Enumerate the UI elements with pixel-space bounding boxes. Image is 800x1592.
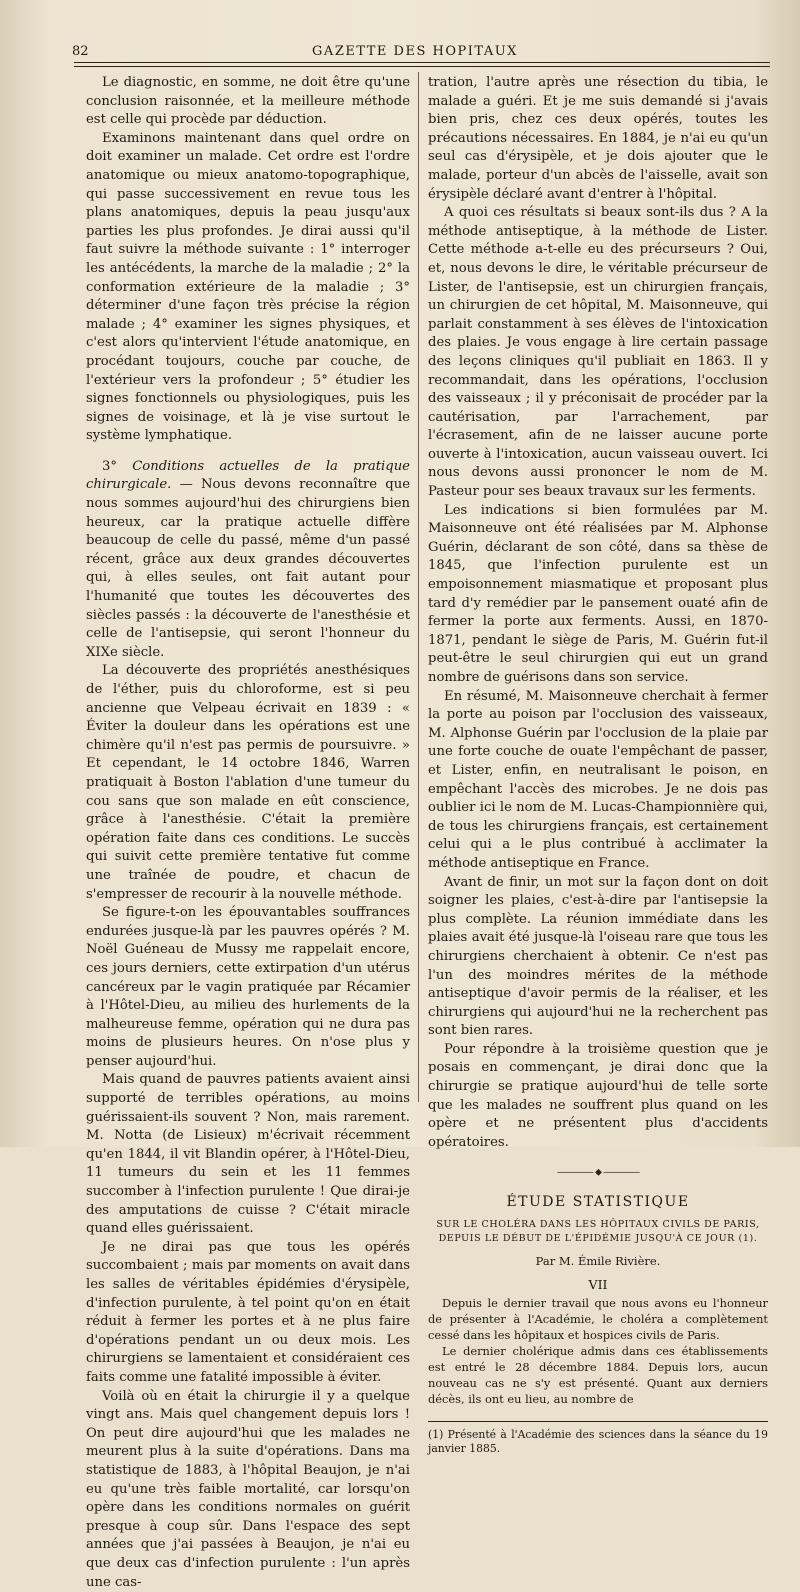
paragraph: Voilà où en était la chirurgie il y a quelque vingt ans. Mais quel changement depuis lors ! On peut dire aujourd'hui que les malades ne meurent plus à la suite d'opérations. Dans ma statistique de 1883, à l'hôpital Beaujon, je n'ai eu qu'une très faible mortalité, car lorsqu'on opère dans les conditions normales on guérit presque à coup sûr. Dans l'espace des sept années que j'ai passées à Beaujon, je n'ai eu que deux cas d'infection purulente : l'un après une cas- bbox=[86, 1388, 410, 1590]
paragraph: A quoi ces résultats si beaux sont-ils dus ? A la méthode antiseptique, à la méthode de Lister. Cette méthode a-t-elle eu des précurseurs ? Oui, et, nous devons le dire, le véritable précurseur de Lister, de l'antisepsie, est un chirurgien français, un chirurgien de cet hôpital, M. Maisonneuve, qui parlait constamment à ses élèves de l'intoxication des plaies. Je vous engage à lire certain passage des leçons cliniques qu'il publiait en 1863. Il y recommandait, dans les opérations, l'occlusion des vaisseaux ; il y préconisait de procéder par la cautérisation, par l'arrachement, par l'écrasement, afin de ne laisser aucune porte ouverte à l'intoxication, aucun vaisseau ouvert. Ici nous devons aussi prononcer le nom de M. Pasteur pour ses beaux travaux sur les ferments. bbox=[428, 205, 768, 500]
page-header bbox=[60, 38, 770, 60]
header-rule bbox=[74, 62, 770, 63]
paragraph: La découverte des propriétés anesthésiques de l'éther, puis du chloroforme, est si peu ancienne que Velpeau écrivait en 1839 : « Éviter la douleur dans les opérations est une chimère qu'il n'est pas permis de poursuivre. » Et cependant, le 14 octobre 1846, Warren pratiquait à Boston l'ablation d'une tumeur du cou sans que son malade en eût conscience, grâce à l'anesthésie. C'était la première opération faite dans ces conditions. Le succès qui suivit cette première tentative fut comme une traînée de poudre, et chacun de s'empresser de recourir à la nouvelle méthode. bbox=[86, 663, 410, 902]
running-title: GAZETTE DES HOPITAUX bbox=[312, 44, 518, 59]
left-column bbox=[86, 74, 410, 1592]
paragraph: Avant de finir, un mot sur la façon dont on doit soigner les plaies, c'est-à-dire par l'antisepsie la plus complète. La réunion immédiate dans les plaies avait été jusque-là l'oiseau rare que tous les chirurgiens cherchaient à obtenir. Ce n'est pas l'un des moindres mérites de la méthode antiseptique d'avoir permis de la réaliser, et les chirurgiens qui aujourd'hui ne la recherchent pas sont bien rares. bbox=[428, 874, 768, 1039]
header-rule-thin bbox=[74, 66, 770, 67]
paragraph: Pour répondre à la troisième question que je posais en commençant, je dirai donc que la chirurgie se pratique aujourd'hui de telle sorte que les malades ne souffrent plus quand on les opère et ne présentent plus d'accidents opératoires. bbox=[428, 1041, 768, 1150]
paragraph: Depuis le dernier travail que nous avons eu l'honneur de présenter à l'Académie, le choléra a complètement cessé dans les hôpitaux et hospices civils de Paris. bbox=[428, 1295, 768, 1342]
paragraph: En résumé, M. Maisonneuve cherchait à fermer la porte au poison par l'occlusion des vaisseaux, M. Alphonse Guérin par l'occlusion de la plaie par une forte couche de ouate l'empêchant de passer, et Lister, enfin, en neutralisant le poison, en empêchant l'accès des microbes. Je ne dois pas oublier ici le nom de M. Lucas-Championnière qui, de tous les chirurgiens français, est certainement celui qui a le plus contribué à acclimater la méthode antiseptique en France. bbox=[428, 688, 768, 871]
article-author: Par M. Émile Rivière. bbox=[535, 1253, 661, 1268]
right-column bbox=[428, 74, 768, 1456]
section-numeral: VII bbox=[588, 1277, 608, 1293]
section-text: — Nous devons reconnaître que nous sommes aujourd'hui des chirurgiens bien heureux, car la pratique actuelle diffère beaucoup de celle du passé, même d'un passé récent, grâce aux deux grandes découvertes qui, à elles seules, ont fait autant pour l'humanité que toutes les découvertes des siècles passés : la découverte de l'anesthésie et celle de l'antisepsie, qui seront l'honneur du XIXe siècle. bbox=[86, 477, 410, 660]
section-title: Conditions actuelles de la pratique chirurgicale. bbox=[86, 458, 410, 493]
paragraph: tration, l'autre après une résection du tibia, le malade a guéri. Et je me suis demandé si j'avais bien pris, chez ces deux opérés, toutes les précautions nécessaires. En 1884, je n'ai eu qu'un seul cas d'érysipèle, et je dois ajouter que le malade, porteur d'un abcès de l'aisselle, avait son érysipèle déclaré avant d'entrer à l'hôpital. bbox=[428, 75, 768, 202]
article-body bbox=[428, 1295, 768, 1407]
paragraph: Le dernier cholérique admis dans ces établissements est entré le 28 décembre 1884. Depuis lors, aucun nouveau cas ne s'y est présenté. Quant aux derniers décès, ils ont eu lieu, au nombre de bbox=[428, 1343, 768, 1406]
paragraph: Mais quand de pauvres patients avaient ainsi supporté de terribles opérations, au moins guérissaient-ils souvent ? Non, mais rarement. M. Notta (de Lisieux) m'écrivait récemment qu'en 1844, il vit Blandin opérer, à l'Hôtel-Dieu, 11 tumeurs du sein et les 11 femmes succomber à l'infection purulente ! Que dirai-je des amputations de cuisse ? C'était miracle quand elles guérissaient. bbox=[86, 1072, 410, 1237]
column-divider bbox=[418, 72, 419, 1102]
paragraph: Je ne dirai pas que tous les opérés succombaient ; mais par moments on avait dans les salles de véritables épidémies d'érysipèle, d'infection purulente, à tel point qu'on en était réduit à fermer les portes et à ne plus faire d'opérations pendant un ou deux mois. Les chirurgiens se lamentaient et considéraient ces faits comme une fatalité impossible à éviter. bbox=[86, 1239, 410, 1385]
paragraph: Le diagnostic, en somme, ne doit être qu'une conclusion raisonnée, et la meilleure méthode est celle qui procède par déduction. bbox=[86, 75, 410, 128]
footnote-rule bbox=[428, 1421, 768, 1422]
page-number: 82 bbox=[72, 44, 89, 59]
paragraph: Se figure-t-on les épouvantables souffrances endurées jusque-là par les pauvres opérés ? M. Noël Guéneau de Mussy me rappelait encore, ces jours derniers, cette extirpation d'un utérus cancéreux par le vagin pratiquée par Récamier à l'Hôtel-Dieu, au milieu des hurlements de la malheureuse femme, opération qui ne dura pas moins de plusieurs heures. On n'ose plus y penser aujourd'hui. bbox=[86, 905, 410, 1069]
article-title: ÉTUDE STATISTIQUE bbox=[506, 1194, 690, 1211]
section-paragraph bbox=[86, 458, 410, 663]
paragraph: Les indications si bien formulées par M. Maisonneuve ont été réalisées par M. Alphonse Guérin, déclarant de son côté, dans sa thèse de 1845, que l'infection purulente est un empoisonnement miasmatique et proposant plus tard d'y remédier par le pansement ouaté afin de fermer la porte aux ferments. Aussi, en 1870-1871, pendant le siège de Paris, M. Guérin fut-il peut-être le seul chirurgien qui eut un grand nombre de guérisons dans son service. bbox=[428, 502, 768, 685]
article-separator: ———— ⬥ ———— bbox=[556, 1167, 640, 1179]
paragraph: Examinons maintenant dans quel ordre on doit examiner un malade. Cet ordre est l'ordre anatomique ou mieux anatomo-topographique, qui passe successivement en revue tous les plans anatomiques, depuis la peau jusqu'aux parties les plus profondes. Je dirai aussi qu'il faut suivre la méthode suivante : 1° interroger les antécédents, la marche de la maladie ; 2° la conformation extérieure de la maladie ; 3° déterminer d'une façon très précise la région malade ; 4° examiner les signes physiques, et c'est alors qu'intervient l'étude anatomique, en procédant toujours, couche par couche, de l'extérieur vers la profondeur ; 5° étudier les signes fonctionnels ou physiologiques, puis les signes de voisinage, et là je vise surtout le système lymphatique. bbox=[86, 130, 410, 444]
article-subtitle: SUR LE CHOLÉRA DANS LES HÔPITAUX CIVILS DE PARIS, DEPUIS LE DÉBUT DE L'ÉPIDÉMIE JUSQU'À CE JOUR (1). bbox=[436, 1218, 760, 1244]
section-number: 3° bbox=[102, 458, 117, 474]
footnote: (1) Présenté à l'Académie des sciences dans la séance du 19 janvier 1885. bbox=[428, 1427, 768, 1455]
